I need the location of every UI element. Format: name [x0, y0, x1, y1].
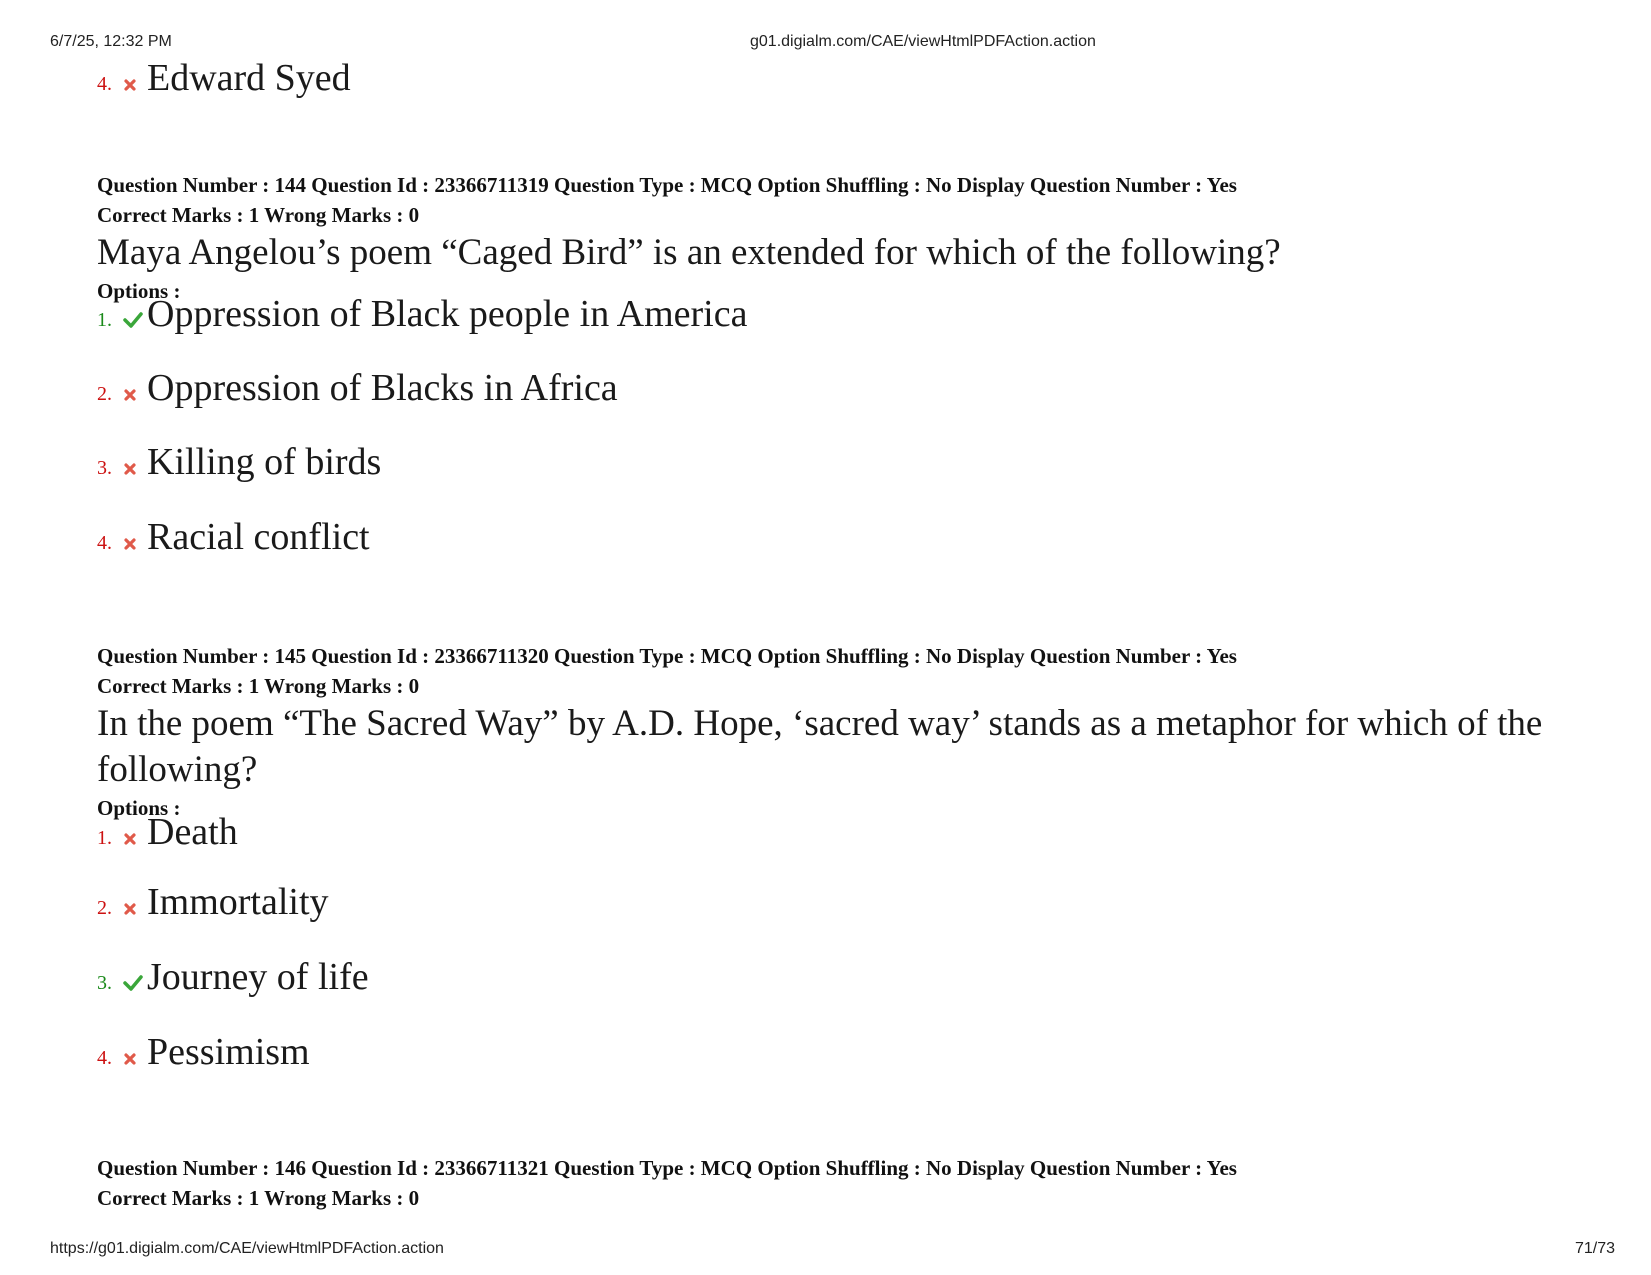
q145-option-1	[97, 810, 238, 854]
cross-icon	[123, 831, 147, 849]
question-144	[97, 170, 1557, 306]
print-datetime: 6/7/25, 12:32 PM	[50, 33, 172, 50]
q144-option-2	[97, 366, 618, 410]
option-number: 2.	[97, 383, 112, 405]
option-text: Oppression of Black people in America	[147, 293, 748, 335]
option-number: 4.	[97, 532, 112, 554]
option-text: Racial conflict	[147, 516, 370, 558]
question-146	[97, 1153, 1557, 1213]
question-marks: Correct Marks : 1 Wrong Marks : 0	[97, 203, 420, 227]
question-marks: Correct Marks : 1 Wrong Marks : 0	[97, 1186, 420, 1210]
question-meta: Question Number : 144 Question Id : 23366711319 Question Type : MCQ Option Shuffling : No Display Question Number : Yes	[97, 173, 1237, 197]
print-url-footer: https://g01.digialm.com/CAE/viewHtmlPDFAction.action	[50, 1240, 444, 1257]
option-number: 1.	[97, 827, 112, 849]
option-text: Pessimism	[147, 1031, 310, 1073]
question-marks: Correct Marks : 1 Wrong Marks : 0	[97, 674, 420, 698]
q145-option-3	[97, 955, 369, 999]
option-text: Edward Syed	[147, 57, 351, 99]
prev-option-4	[97, 56, 351, 100]
question-text: Maya Angelou’s poem “Caged Bird” is an extended for which of the following?	[97, 232, 1281, 273]
check-icon	[123, 975, 147, 994]
q144-option-4	[97, 515, 370, 559]
option-number: 3.	[97, 457, 112, 479]
option-text: Death	[147, 811, 238, 853]
option-text: Oppression of Blacks in Africa	[147, 367, 618, 409]
options-label: Options :	[97, 796, 181, 820]
question-meta: Question Number : 145 Question Id : 23366711320 Question Type : MCQ Option Shuffling : No Display Question Number : Yes	[97, 644, 1237, 668]
option-number: 4.	[97, 1047, 112, 1069]
option-text: Killing of birds	[147, 441, 382, 483]
question-meta: Question Number : 146 Question Id : 23366711321 Question Type : MCQ Option Shuffling : No Display Question Number : Yes	[97, 1156, 1237, 1180]
print-url-header: g01.digialm.com/CAE/viewHtmlPDFAction.action	[750, 33, 1096, 50]
q145-option-4	[97, 1030, 310, 1074]
q144-option-1	[97, 292, 747, 336]
cross-icon	[123, 901, 147, 919]
option-number: 2.	[97, 897, 112, 919]
q144-option-3	[97, 440, 381, 484]
cross-icon	[123, 536, 147, 554]
option-number: 4.	[97, 73, 112, 95]
cross-icon	[123, 77, 147, 95]
options-label: Options :	[97, 279, 181, 303]
q145-option-2	[97, 880, 329, 924]
option-text: Journey of life	[147, 956, 369, 998]
cross-icon	[123, 1051, 147, 1069]
question-text: In the poem “The Sacred Way” by A.D. Hope, ‘sacred way’ stands as a metaphor for which of the following?	[97, 703, 1543, 790]
option-text: Immortality	[147, 881, 329, 923]
page-number: 71/73	[1574, 1240, 1615, 1257]
question-145	[97, 641, 1557, 823]
check-icon	[123, 312, 147, 331]
cross-icon	[123, 461, 147, 479]
cross-icon	[123, 387, 147, 405]
option-number: 1.	[97, 309, 112, 331]
option-number: 3.	[97, 972, 112, 994]
